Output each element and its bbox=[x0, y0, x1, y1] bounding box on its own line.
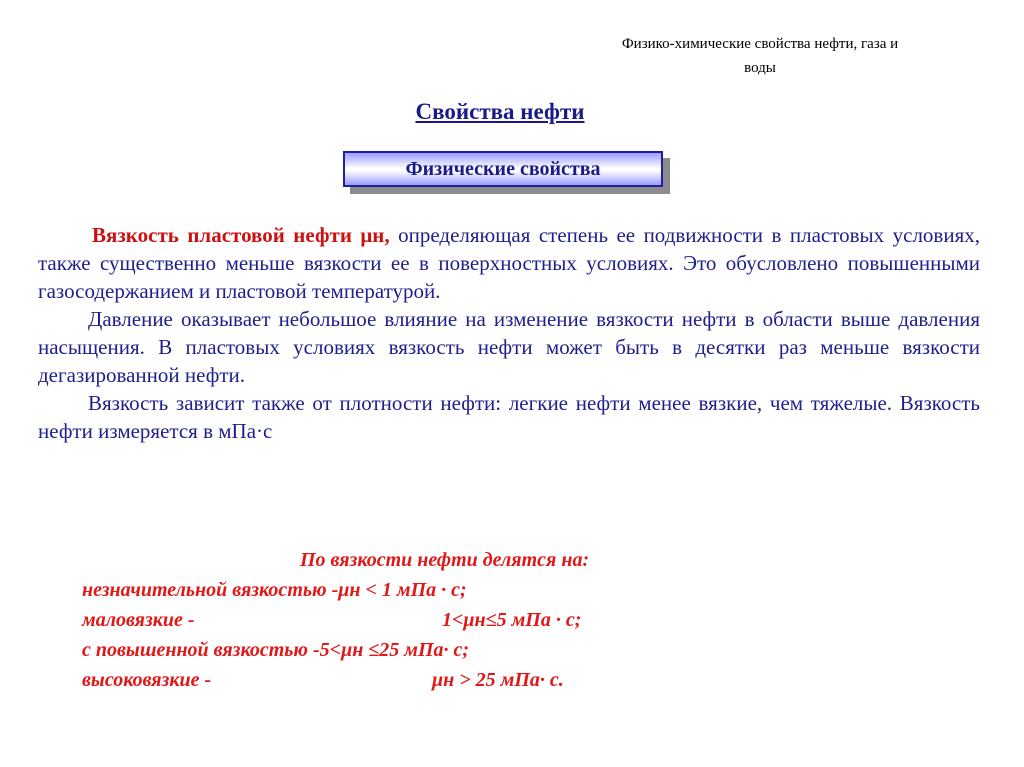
subject-line-2: воды bbox=[744, 60, 776, 76]
classification-item bbox=[82, 665, 882, 695]
classification-item bbox=[82, 635, 882, 665]
paragraph-1-text: определяющая степень ее подвижности в пластовых условиях, также существенно меньше вязкости ее в поверхностных условиях. Это обусловлено повышенными газосодержанием и пластовой температурой. bbox=[38, 223, 980, 303]
subject-header bbox=[560, 32, 960, 80]
classification-item bbox=[82, 575, 882, 605]
classification-label: высоковязкие - bbox=[82, 669, 212, 691]
section-badge-label: Физические свойства bbox=[405, 157, 601, 180]
classification-label: маловязкие - bbox=[82, 609, 195, 631]
classification-value: 1<μн≤5 мПа · с; bbox=[442, 609, 582, 631]
classification-value: μн < 1 мПа · с; bbox=[338, 579, 467, 601]
paragraph-3: Вязкость зависит также от плотности нефти: легкие нефти менее вязкие, чем тяжелые. Вязкость нефти измеряется в мПа·с bbox=[38, 391, 980, 443]
page-title: Свойства нефти bbox=[415, 99, 585, 124]
viscosity-highlight: Вязкость пластовой нефти μн, bbox=[92, 223, 390, 247]
classification-heading: По вязкости нефти делятся на: bbox=[300, 549, 590, 571]
body-text bbox=[38, 221, 980, 445]
classification-item bbox=[82, 605, 882, 635]
classification-label: незначительной вязкостью - bbox=[82, 579, 339, 601]
classification-value: μн > 25 мПа· с. bbox=[432, 669, 564, 691]
classification-value: 5<μн ≤25 мПа· с; bbox=[319, 639, 470, 661]
section-badge bbox=[343, 151, 663, 187]
classification-list bbox=[82, 545, 882, 695]
paragraph-1 bbox=[38, 221, 980, 305]
classification-label: с повышенной вязкостью - bbox=[82, 639, 320, 661]
paragraph-2: Давление оказывает небольшое влияние на изменение вязкости нефти в области выше давления насыщения. В пластовых условиях вязкость нефти может быть в десятки раз меньше вязкости дегазированной нефти. bbox=[38, 307, 980, 387]
subject-line-1: Физико-химические свойства нефти, газа и bbox=[621, 36, 899, 52]
